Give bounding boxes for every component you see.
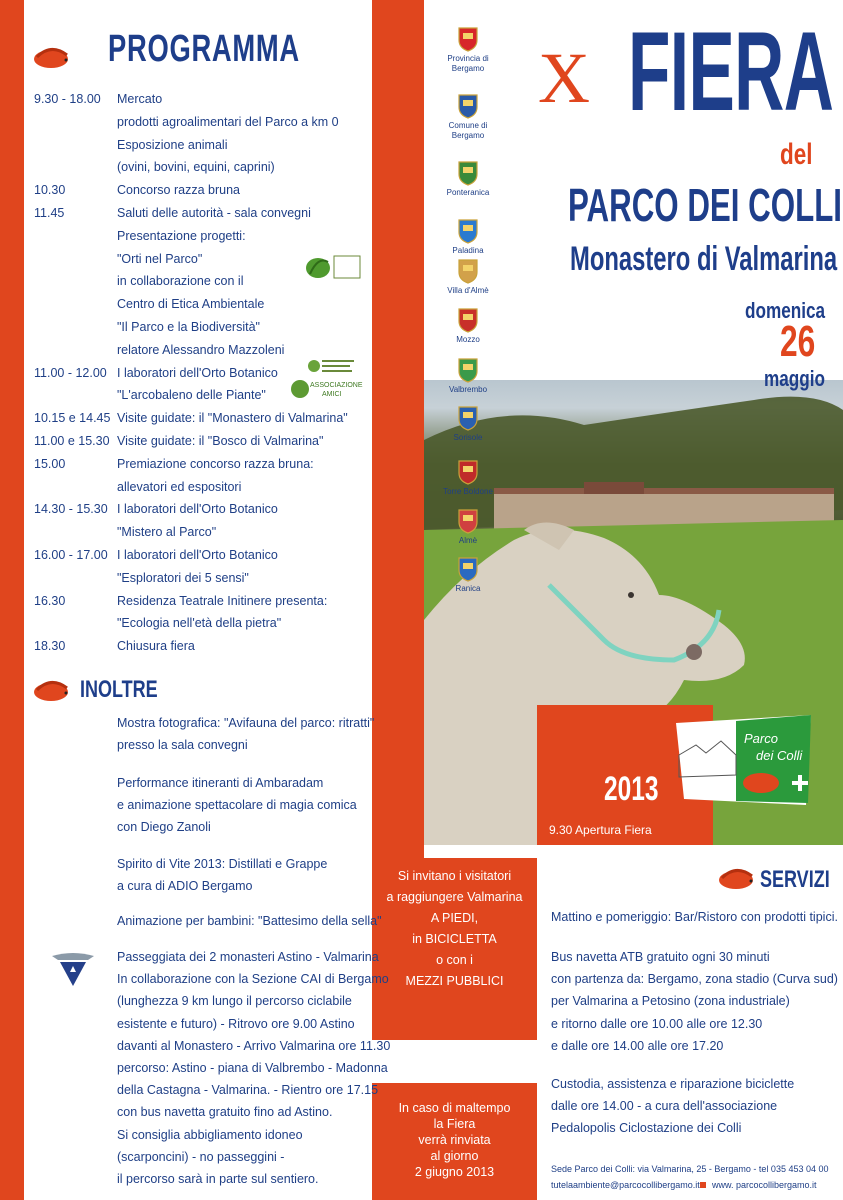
program-item [34, 635, 354, 658]
servizi-title: SERVIZI [760, 866, 830, 893]
municipality-name: Torre Boldone [443, 487, 493, 496]
centro-etica-logo [302, 250, 362, 286]
inoltre-line: e animazione spettacolare di magia comica [117, 798, 357, 813]
municipality-name: Ponteranica [446, 188, 490, 197]
inoltre-line: Mostra fotografica: "Avifauna del parco: ritratti" [117, 716, 375, 730]
program-item [34, 544, 354, 590]
servizi-line: e dalle ore 14.00 alle ore 17.20 [551, 1038, 724, 1053]
program-time: 11.00 - 12.00 [34, 365, 107, 380]
program-time: 15.00 [34, 456, 66, 471]
svg-text:dei Colli: dei Colli [756, 748, 803, 763]
program-item [34, 430, 354, 453]
del-text: del [780, 138, 813, 171]
program-description: (ovini, bovini, equini, caprini) [117, 160, 275, 175]
municipality-crest-icon [457, 307, 479, 333]
inoltre-title: INOLTRE [80, 676, 158, 703]
program-description: allevatori ed espositori [117, 479, 242, 494]
program-description: Esposizione animali [117, 137, 228, 152]
municipality [436, 357, 500, 395]
footer-address: Sede Parco dei Colli: via Valmarina, 25 - Bergamo - tel 035 453 04 00 [551, 1164, 829, 1174]
program-description: I laboratori dell'Orto Botanico [117, 365, 278, 380]
servizi-line: Mattino e pomeriggio: Bar/Ristoro con prodotti tipici. [551, 910, 838, 924]
monastero-subtitle: Monastero di Valmarina [570, 240, 838, 278]
program-description: Saluti delle autorità - sala convegni [117, 206, 311, 220]
program-description: Concorso razza bruna [117, 183, 240, 198]
servizi-line: Custodia, assistenza e riparazione biciclette [551, 1077, 795, 1091]
program-time: 11.00 e 15.30 [34, 434, 110, 448]
inoltre-line: con bus navetta gratuito fino ad Astino. [117, 1105, 333, 1120]
program-time: 16.00 - 17.00 [34, 548, 108, 562]
inoltre-line: (scarponcini) - no passeggini - [117, 1149, 285, 1164]
municipality-crest-icon [457, 258, 479, 284]
municipality-name: Sorisole [453, 433, 483, 442]
municipality-crest-icon [457, 26, 479, 52]
municipality [436, 556, 500, 594]
program-description: Mercato [117, 92, 163, 106]
municipality [436, 26, 500, 74]
municipality [436, 160, 500, 198]
municipality [436, 307, 500, 345]
day-name: domenica [745, 298, 826, 323]
program-item [34, 88, 354, 179]
program-description: "Esploratori dei 5 sensi" [117, 570, 249, 585]
edition-numeral: X [538, 38, 590, 118]
program-time: 11.45 [34, 206, 65, 220]
inoltre-line: Performance itineranti di Ambaradam [117, 776, 324, 790]
municipality [436, 459, 500, 497]
svg-text:ASSOCIAZIONE: ASSOCIAZIONE [310, 382, 363, 389]
servizi-line: Pedalopolis Ciclostazione dei Colli [551, 1121, 742, 1136]
program-description: prodotti agroalimentari del Parco a km 0 [117, 114, 339, 129]
visitors-line: in BICICLETTA [412, 932, 497, 946]
municipality [436, 218, 500, 256]
municipality-crest-icon [457, 218, 479, 244]
municipality-name: Villa d'Almè [447, 286, 489, 295]
program-description: "Il Parco e la Biodiversità" [117, 320, 260, 334]
municipality [436, 405, 500, 443]
opening-time: 9.30 Apertura Fiera [549, 823, 652, 837]
inoltre-line: Si consiglia abbigliamento idoneo [117, 1127, 303, 1142]
visitors-line: MEZZI PUBBLICI [405, 974, 504, 988]
program-description: relatore Alessandro Mazzoleni [117, 342, 285, 357]
program-description: I laboratori dell'Orto Botanico [117, 502, 278, 517]
servizi-line: dalle ore 14.00 - a cura dell'associazione [551, 1099, 778, 1114]
municipality [436, 258, 500, 296]
program-description: "Ecologia nell'età della pietra" [117, 616, 282, 631]
visitors-line: a raggiungere Valmarina [386, 890, 523, 904]
inoltre-line: Passeggiata dei 2 monasteri Astino - Valmarina [117, 950, 379, 964]
orto-botanico-logo [306, 356, 356, 376]
parco-dei-colli-logo [676, 715, 811, 805]
municipality-crest-icon [457, 508, 479, 534]
program-item [34, 498, 354, 544]
program-description: "L'arcobaleno delle Piante" [117, 388, 266, 403]
inoltre-line: a cura di ADIO Bergamo [117, 879, 253, 894]
visitors-line: A PIEDI, [430, 911, 479, 925]
weather-line: In caso di maltempo [398, 1101, 511, 1115]
footer-email: tutelaambiente@parcocollibergamo.it [551, 1180, 700, 1190]
inoltre-line: della Castagna - Valmarina. - Rientro ore 17.15 [117, 1083, 379, 1098]
municipality-name: Comune di Bergamo [448, 121, 488, 140]
program-description: "Mistero al Parco" [117, 525, 217, 540]
program-description: "Orti nel Parco" [117, 251, 203, 266]
inoltre-line: esistente e futuro) - Ritrovo ore 9.00 Astino [117, 1016, 355, 1031]
inoltre-line: davanti al Monastero - Arrivo Valmarina ore 11.30 [117, 1038, 391, 1053]
inoltre-line: Animazione per bambini: "Battesimo della sella" [117, 914, 382, 928]
inoltre-line: il percorso sarà in parte sul sentiero. [117, 1172, 319, 1186]
program-description: Presentazione progetti: [117, 228, 246, 243]
inoltre-line: Spirito di Vite 2013: Distillati e Grappe [117, 857, 328, 871]
svg-text:AMICI: AMICI [322, 391, 342, 398]
inoltre-line: (lunghezza 9 km lungo il percorso ciclabile [117, 994, 352, 1009]
municipality-crest-icon [457, 556, 479, 582]
servizi-line: con partenza da: Bergamo, zona stadio (Curva sud) [551, 972, 838, 987]
weather-text [372, 1100, 537, 1180]
white-separator [372, 1040, 537, 1083]
servizi-line: Bus navetta ATB gratuito ogni 30 minuti [551, 950, 770, 964]
program-time: 10.30 [34, 183, 66, 198]
municipality-name: Almè [458, 536, 478, 545]
program-time: 10.15 e 14.45 [34, 411, 111, 426]
left-orange-stripe [0, 0, 24, 1200]
program-description: in collaborazione con il [117, 274, 244, 289]
municipality-name: Mozzo [456, 335, 480, 344]
servizi-line: per Valmarina a Petosino (zona industriale) [551, 994, 790, 1009]
program-time: 14.30 - 15.30 [34, 502, 108, 517]
footer-bullet-icon [700, 1182, 706, 1188]
inoltre-line: In collaborazione con la Sezione CAI di Bergamo [117, 972, 389, 987]
inoltre-line: percorso: Astino - piana di Valbrembo - Madonna [117, 1061, 388, 1075]
municipality-name: Ranica [455, 584, 481, 593]
program-item [34, 179, 354, 202]
program-item [34, 590, 354, 636]
program-item [34, 453, 354, 499]
hedgehog-icon [33, 678, 71, 707]
fiera-title: FIERA [628, 9, 834, 134]
program-description: Centro di Etica Ambientale [117, 297, 265, 312]
program-description: I laboratori dell'Orto Botanico [117, 548, 278, 562]
program-time: 16.30 [34, 593, 66, 608]
hedgehog-icon [33, 45, 71, 74]
footer-website: www. parcocollibergamo.it [712, 1180, 817, 1190]
servizi-line: e ritorno dalle ore 10.00 alle ore 12.30 [551, 1016, 763, 1031]
program-item [34, 407, 354, 430]
cai-logo-icon [50, 950, 96, 993]
year-text: 2013 [604, 770, 659, 808]
svg-text:Parco: Parco [744, 731, 778, 746]
programma-title: PROGRAMMA [108, 28, 300, 70]
municipality-crest-icon [457, 459, 479, 485]
municipality [436, 93, 500, 141]
municipality-name: Paladina [452, 246, 484, 255]
municipality-name: Valbrembo [448, 385, 488, 394]
program-description: Chiusura fiera [117, 639, 195, 654]
municipality-crest-icon [457, 93, 479, 119]
visitors-line: o con i [436, 953, 473, 967]
weather-line: la Fiera [433, 1117, 476, 1131]
program-description: Residenza Teatrale Initinere presenta: [117, 593, 328, 608]
municipality-crest-icon [457, 160, 479, 186]
inoltre-line: presso la sala convegni [117, 738, 248, 753]
municipality-crest-icon [457, 405, 479, 431]
program-description: Premiazione concorso razza bruna: [117, 456, 314, 471]
month: maggio [764, 366, 826, 391]
inoltre-line: con Diego Zanoli [117, 820, 211, 835]
program-time: 18.30 [34, 639, 66, 654]
weather-line: verrà rinviata [418, 1133, 491, 1147]
day-number: 26 [780, 317, 816, 366]
program-description: Visite guidate: il "Bosco di Valmarina" [117, 434, 324, 448]
municipality-name: Provincia di Bergamo [447, 54, 489, 73]
visitors-text [372, 866, 537, 992]
municipality-crest-icon [457, 357, 479, 383]
weather-line: al giorno [430, 1149, 479, 1163]
program-description: Visite guidate: il "Monastero di Valmarina" [117, 411, 348, 426]
municipality [436, 508, 500, 546]
parco-title: PARCO DEI COLLI [568, 179, 842, 231]
hedgehog-icon [718, 866, 756, 895]
weather-line: 2 giugno 2013 [414, 1165, 495, 1179]
program-time: 9.30 - 18.00 [34, 92, 101, 106]
associazione-amici-logo [290, 377, 363, 401]
visitors-line: Si invitano i visitatori [397, 869, 512, 883]
